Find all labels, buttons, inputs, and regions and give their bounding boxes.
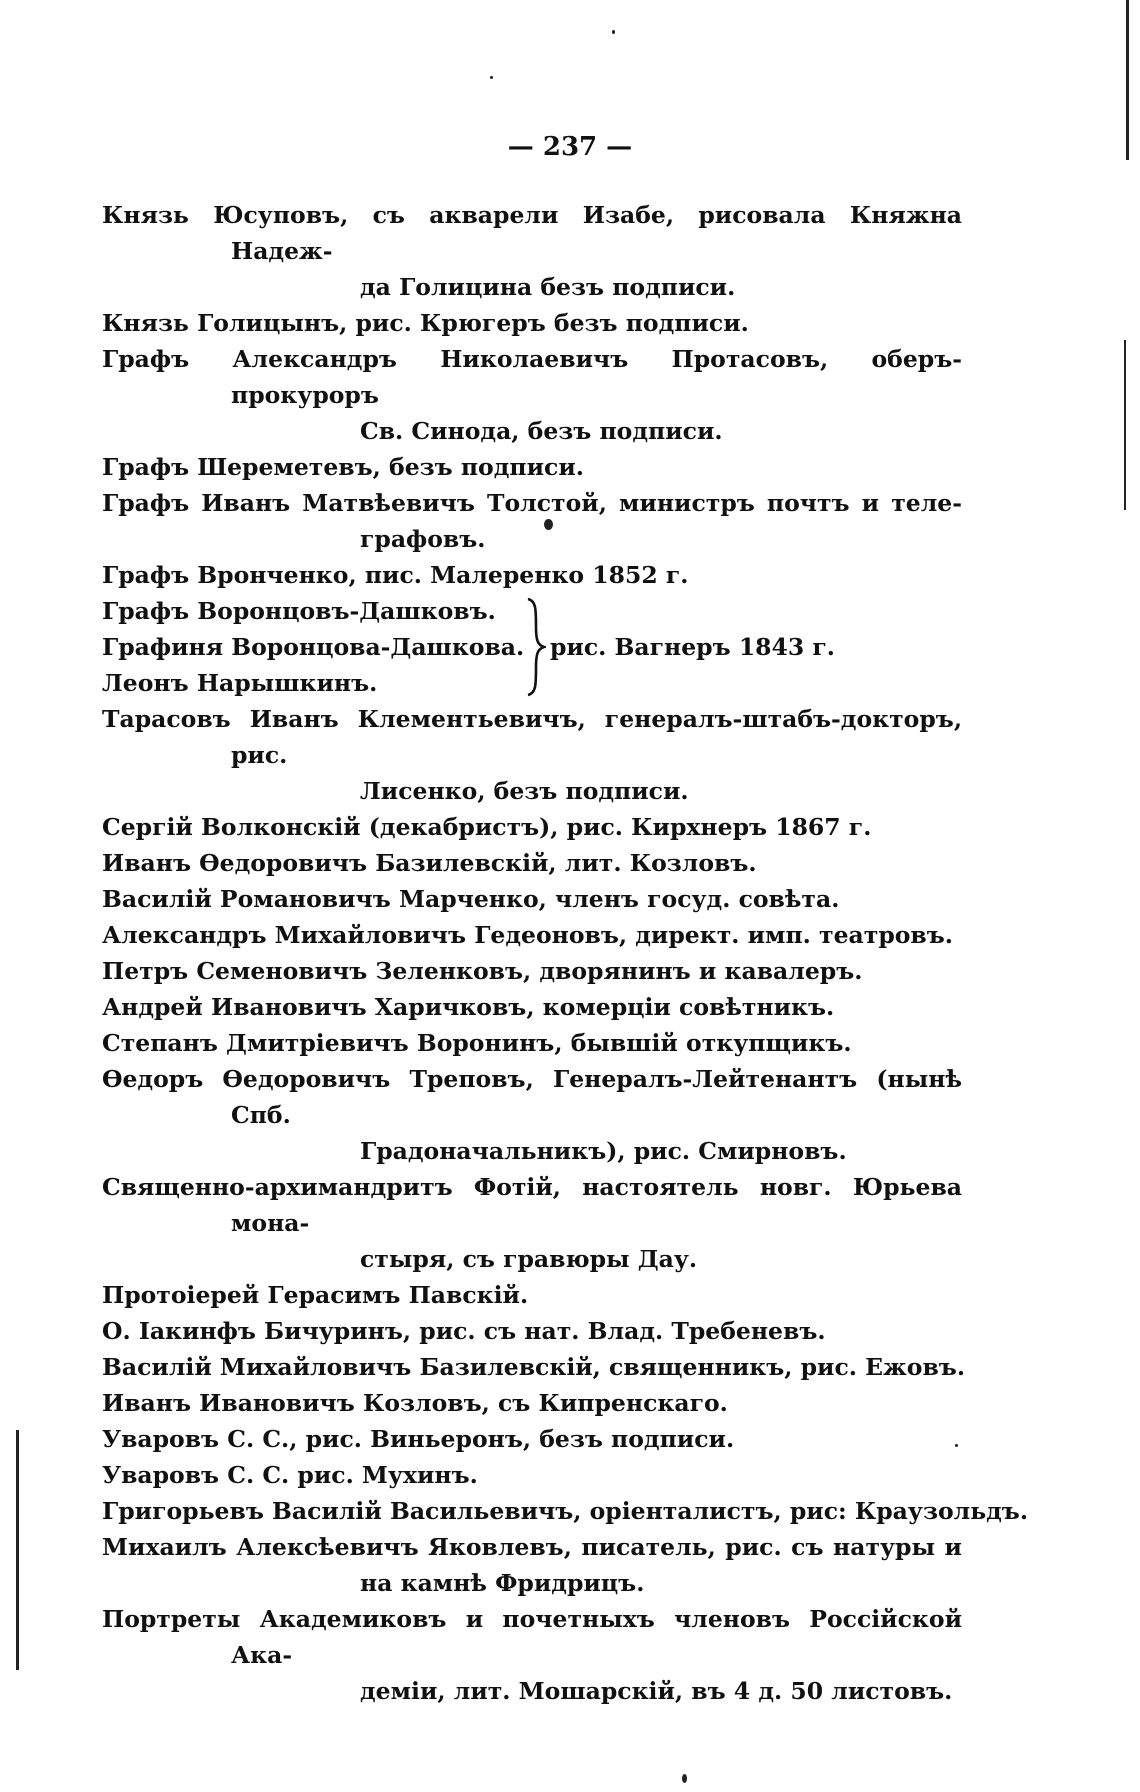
page-edge-mark <box>1124 340 1126 510</box>
entry-continuation: деміи, лит. Мошарскій, въ 4 д. 50 листовъ. <box>360 1677 953 1705</box>
entry-line: Александръ Михайловичъ Гедеоновъ, директ. имп. театровъ. <box>102 921 953 949</box>
catalog-entry <box>102 1421 962 1457</box>
catalog-entry <box>102 701 962 809</box>
catalog-entry <box>102 557 962 593</box>
ink-speck <box>682 1774 687 1783</box>
catalog-entry <box>102 1025 962 1061</box>
entry-line: Сергій Волконскій (декабристъ), рис. Кирхнеръ 1867 г. <box>102 813 872 841</box>
entry-line: Михаилъ Алексѣевичъ Яковлевъ, писатель, рис. съ натуры и <box>102 1533 962 1561</box>
entry-line: Священно-архимандритъ Фотій, настоятель новг. Юрьева мона- <box>102 1173 962 1237</box>
catalog-entry <box>102 1349 965 1385</box>
entry-continuation: да Голицина безъ подписи. <box>360 273 736 301</box>
entry-line: Графъ Иванъ Матвѣевичъ Толстой, министръ почтъ и теле- <box>102 489 962 517</box>
entry-line: Василій Михайловичъ Базилевскій, священникъ, рис. Ежовъ. <box>102 1353 965 1381</box>
page-number: — 237 — <box>507 132 633 162</box>
page-edge-mark <box>16 1430 19 1670</box>
entry-line: О. Іакинфъ Бичуринъ, рис. съ нат. Влад. Требеневъ. <box>102 1317 826 1345</box>
catalog-entry <box>102 881 962 917</box>
entry-list-bottom <box>102 701 1029 1709</box>
curly-brace-icon <box>526 597 546 697</box>
catalog-entry <box>102 917 962 953</box>
entry-line: Тарасовъ Иванъ Клементьевичъ, генералъ-штабъ-докторъ, рис. <box>102 705 962 769</box>
catalog-entry <box>102 1277 962 1313</box>
entry-line: Князь Голицынъ, рис. Крюгеръ безъ подписи. <box>102 309 749 337</box>
group-names <box>102 593 524 701</box>
entry-continuation: Градоначальникъ), рис. Смирновъ. <box>360 1137 847 1165</box>
catalog-entry <box>102 305 962 341</box>
catalog-entry <box>102 1061 962 1169</box>
ink-speck <box>612 30 615 34</box>
entry-line: Уваровъ С. С. рис. Мухинъ. <box>102 1461 478 1489</box>
catalog-entry <box>102 449 962 485</box>
bracketed-group <box>102 593 962 701</box>
entry-line: Графъ Шереметевъ, безъ подписи. <box>102 453 584 481</box>
catalog-entry <box>102 953 962 989</box>
catalog-entry <box>102 197 962 305</box>
group-name: Графиня Воронцова-Дашкова. <box>102 633 525 661</box>
catalog-entry <box>102 1493 1029 1529</box>
catalog-entry <box>102 485 962 557</box>
entry-line: Иванъ Ѳедоровичъ Базилевскій, лит. Козловъ. <box>102 849 757 877</box>
entry-line: Портреты Академиковъ и почетныхъ членовъ Россійской Ака- <box>102 1605 962 1669</box>
entry-line: Петръ Семеновичъ Зеленковъ, дворянинъ и кавалеръ. <box>102 957 863 985</box>
catalog-entry <box>102 845 962 881</box>
catalog-entry <box>102 1529 962 1601</box>
catalog-entry <box>102 1313 962 1349</box>
entry-continuation: Лисенко, безъ подписи. <box>360 777 689 805</box>
entry-list <box>102 197 1029 1709</box>
catalog-entry <box>102 1601 962 1709</box>
entry-line: Василій Романовичъ Марченко, членъ госуд. совѣта. <box>102 885 840 913</box>
catalog-entry <box>102 809 962 845</box>
entry-line: Григорьевъ Василій Васильевичъ, оріенталистъ, рис: Краузольдъ. <box>102 1497 1029 1525</box>
catalog-entry <box>102 341 962 449</box>
entry-line: Андрей Ивановичъ Харичковъ, комерціи совѣтникъ. <box>102 993 835 1021</box>
entry-line: Степанъ Дмитріевичъ Воронинъ, бывшій откупщикъ. <box>102 1029 852 1057</box>
entry-line: Графъ Вронченко, пис. Малеренко 1852 г. <box>102 561 689 589</box>
entry-continuation: стыря, съ гравюры Дау. <box>360 1245 698 1273</box>
entry-continuation: графовъ. <box>360 525 486 553</box>
entry-continuation: на камнѣ Фридрицъ. <box>360 1569 645 1597</box>
catalog-entry <box>102 1457 962 1493</box>
group-name: Леонъ Нарышкинъ. <box>102 669 378 697</box>
catalog-entry <box>102 989 962 1025</box>
entry-line: Князь Юсуповъ, съ акварели Изабе, рисовала Княжна Надеж- <box>102 201 962 265</box>
entry-line: Ѳедоръ Ѳедоровичъ Треповъ, Генералъ-Лейтенантъ (нынѣ Спб. <box>102 1065 962 1129</box>
entry-list-top <box>102 197 962 593</box>
group-name: Графъ Воронцовъ-Дашковъ. <box>102 597 496 625</box>
entry-line: Протоіерей Герасимъ Павскій. <box>102 1281 529 1309</box>
entry-line: Графъ Александръ Николаевичъ Протасовъ, оберъ-прокуроръ <box>102 345 962 409</box>
entry-line: Уваровъ С. С., рис. Виньеронъ, безъ подписи. <box>102 1425 735 1453</box>
group-note: рис. Вагнеръ 1843 г. <box>550 633 835 661</box>
catalog-entry <box>102 1169 962 1277</box>
catalog-entry <box>102 1385 962 1421</box>
entry-line: Иванъ Ивановичъ Козловъ, съ Кипренскаго. <box>102 1389 728 1417</box>
ink-speck <box>490 76 493 79</box>
entry-continuation: Св. Синода, безъ подписи. <box>360 417 723 445</box>
